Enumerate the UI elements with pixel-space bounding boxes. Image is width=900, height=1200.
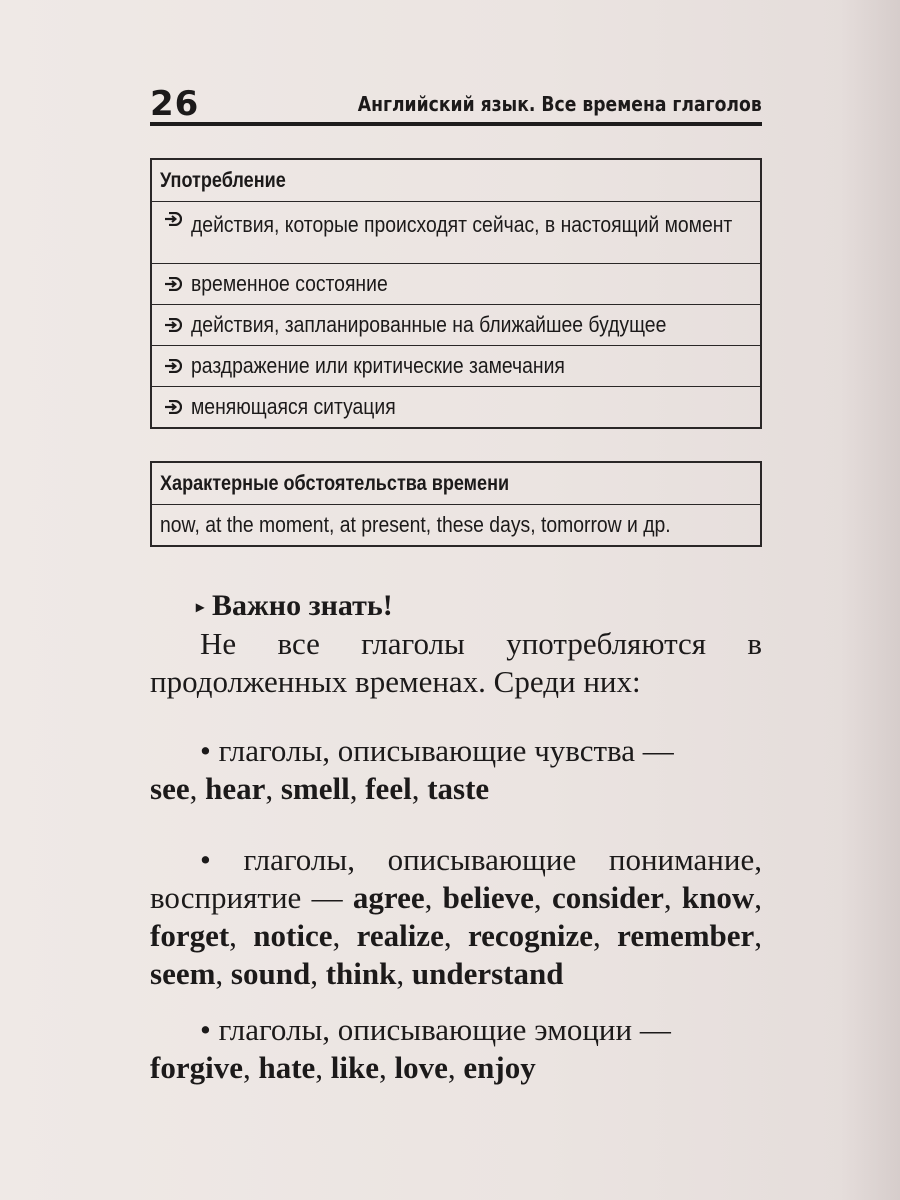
arrow-icon [162,277,182,291]
usage-table [150,158,762,429]
verb: know [681,880,755,915]
page-header [150,84,762,126]
verb: forgive [150,1050,243,1085]
verb: notice [253,918,333,953]
arrow-icon [162,359,182,373]
verb: think [325,956,397,991]
verb: forget [150,918,230,953]
usage-item: раздражение или критические замечания [152,345,760,386]
bullet-emotions: • глаголы, описывающие эмоции — forgive, hate, like, love, enjoy [150,1012,671,1085]
usage-item: меняющаяся ситуация [152,386,760,427]
verb: smell [280,771,350,806]
verb: hear [205,771,266,806]
verb: taste [427,771,490,806]
verb: seem [150,956,216,991]
arrow-icon [162,212,182,226]
circumstances-title: Характерные обстоятельства времени [160,471,510,495]
bullet-feelings: • глаголы, описывающие чувства — see, hear, smell, feel, taste [150,733,674,806]
verb: recognize [467,918,594,953]
important-heading: ▸ Важно знать! [196,587,808,627]
verb: understand [411,956,564,991]
bullet-understanding: • глаголы, описывающие понимание, восприятие — agree, believe, consider, know, forget, notice, realize, recognize, remember, seem, sound, think, understand [150,842,763,991]
page-shadow [840,0,900,1200]
verb: realize [356,918,444,953]
intro-paragraph: Не все глаголы употребляются в продолженных временах. Среди них: [150,626,762,699]
usage-item: действия, запланированные на ближайшее будущее [152,304,760,345]
verb: sound [230,956,311,991]
circumstances-text: now, at the moment, at present, these days, tomorrow и др. [152,504,760,545]
verb: see [150,771,190,806]
triangle-bullet-icon: ▸ [196,599,205,616]
usage-item: действия, которые происходят сейчас, в настоящий момент [152,201,760,263]
verb: hate [258,1050,316,1085]
usage-item: временное состояние [152,263,760,304]
usage-title: Употребление [160,168,286,192]
verb: believe [442,880,534,915]
verb: remember [617,918,755,953]
verb: enjoy [463,1050,536,1085]
time-circumstances-table [150,461,762,547]
verb: consider [551,880,664,915]
arrow-icon [162,400,182,414]
arrow-icon [162,318,182,332]
running-title: Английский язык. Все времена глаголов [358,92,762,116]
verb: feel [365,771,412,806]
verb: love [394,1050,448,1085]
verb: like [330,1050,380,1085]
verb: agree [352,880,425,915]
page-number: 26 [150,84,200,124]
